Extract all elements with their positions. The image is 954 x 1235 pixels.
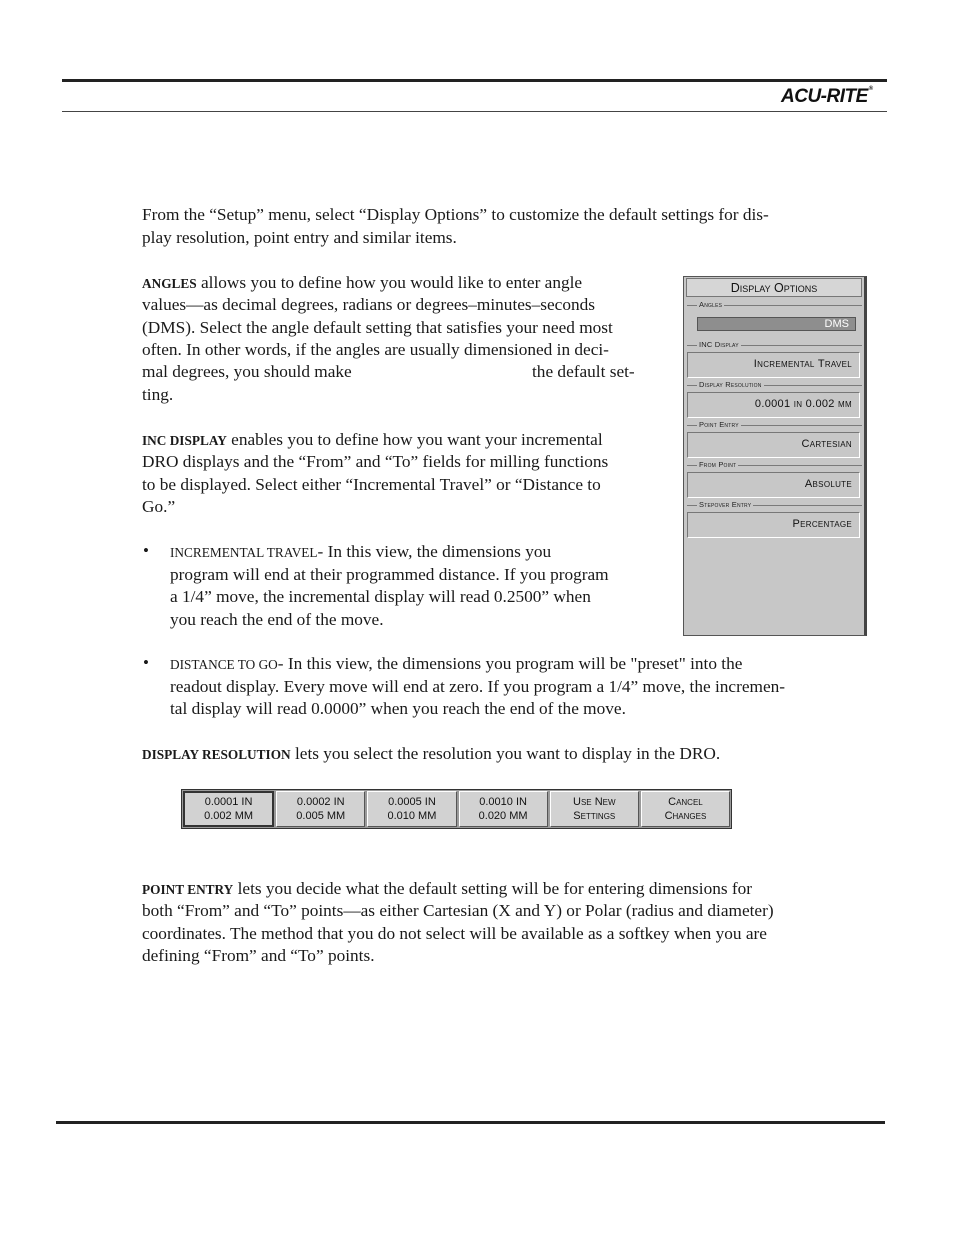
intro-line-1: From the “Setup” menu, select “Display Options” to customize the default settings for dis- bbox=[142, 205, 769, 224]
bullet-distance-line-1: DISTANCE TO GO- In this view, the dimensions you program will be "preset" into the bbox=[170, 654, 743, 673]
angles-line-1: ANGLES allows you to define how you would like to enter angle bbox=[142, 273, 583, 292]
bullet-dot: • bbox=[143, 653, 149, 672]
bullet-incremental-line-3: a 1/4” move, the incremental display will read 0.2500” when bbox=[170, 587, 591, 606]
softkey-res-0005[interactable] bbox=[367, 791, 456, 827]
softkey-line: 0.005 MM bbox=[296, 810, 346, 822]
angles-line-5b: the default set- bbox=[532, 362, 635, 381]
display-resolution-field[interactable] bbox=[687, 380, 862, 417]
angles-line-2: values—as decimal degrees, radians or degrees–minutes–seconds bbox=[142, 295, 595, 314]
bullet-distance-line-3: tal display will read 0.0000” when you reach the end of the move. bbox=[170, 699, 626, 718]
intro-line-2: play resolution, point entry and similar items. bbox=[142, 228, 457, 247]
softkey-line: Use New bbox=[573, 796, 616, 808]
header-underline bbox=[62, 111, 887, 112]
brand-logo: ACU-RITE® bbox=[781, 86, 873, 107]
softkey-line: 0.020 MM bbox=[478, 810, 528, 822]
inc-display-line-4: Go.” bbox=[142, 497, 176, 516]
header-rule bbox=[62, 79, 887, 82]
point-entry-line-3: coordinates. The method that you do not select will be available as a softkey when you are bbox=[142, 924, 767, 943]
softkey-line: 0.0002 IN bbox=[296, 796, 345, 808]
softkey-line: 0.010 MM bbox=[387, 810, 437, 822]
bullet-incremental-line-4: you reach the end of the move. bbox=[170, 610, 384, 629]
field-label: Display Resolution bbox=[699, 380, 762, 389]
from-point-field[interactable] bbox=[687, 460, 862, 497]
use-new-settings-button[interactable] bbox=[550, 791, 639, 827]
field-label: From Point bbox=[699, 460, 737, 469]
display-resolution-value: 0.0001 in 0.002 mm bbox=[754, 398, 852, 410]
field-label: INC Display bbox=[699, 340, 739, 349]
field-label: Angles bbox=[699, 300, 723, 309]
stepover-entry-value: Percentage bbox=[792, 518, 852, 530]
field-label: Stepover Entry bbox=[699, 500, 752, 509]
inc-display-line-2: DRO displays and the “From” and “To” fields for milling functions bbox=[142, 452, 609, 471]
display-options-panel bbox=[683, 276, 867, 636]
point-entry-line-1: POINT ENTRY lets you decide what the default setting will be for entering dimensions for bbox=[142, 879, 753, 898]
softkey-res-0002[interactable] bbox=[276, 791, 365, 827]
point-entry-line-4: defining “From” and “To” points. bbox=[142, 946, 375, 965]
softkey-res-0001[interactable] bbox=[183, 791, 274, 827]
point-entry-field[interactable] bbox=[687, 420, 862, 457]
angles-line-3: (DMS). Select the angle default setting that satisfies your need most bbox=[142, 318, 613, 337]
footer-rule bbox=[56, 1121, 885, 1124]
angles-line-5a: mal degrees, you should make bbox=[142, 362, 352, 381]
softkey-line: Changes bbox=[664, 810, 707, 822]
angles-value: DMS bbox=[697, 317, 856, 331]
softkey-line: 0.0010 IN bbox=[479, 796, 527, 808]
angles-line-6: ting. bbox=[142, 385, 174, 404]
softkey-bar bbox=[181, 789, 732, 829]
inc-display-field[interactable] bbox=[687, 340, 862, 377]
softkey-line: Settings bbox=[573, 810, 616, 822]
inc-display-line-3: to be displayed. Select either “Incremental Travel” or “Distance to bbox=[142, 475, 601, 494]
point-entry-value: Cartesian bbox=[801, 438, 852, 450]
softkey-line: 0.0005 IN bbox=[388, 796, 436, 808]
softkey-res-0010[interactable] bbox=[459, 791, 548, 827]
inc-display-line-1: INC DISPLAY enables you to define how you want your incremental bbox=[142, 430, 603, 449]
bullet-distance-line-2: readout display. Every move will end at zero. If you program a 1/4” move, the incremen- bbox=[170, 677, 786, 696]
panel-title: Display Options bbox=[686, 278, 862, 297]
softkey-line: Cancel bbox=[668, 796, 703, 808]
bullet-dot: • bbox=[143, 541, 149, 560]
softkey-line: 0.002 MM bbox=[204, 810, 254, 822]
point-entry-line-2: both “From” and “To” points—as either Cartesian (X and Y) or Polar (radius and diameter) bbox=[142, 901, 774, 920]
field-label: Point Entry bbox=[699, 420, 739, 429]
display-resolution-text: DISPLAY RESOLUTION lets you select the resolution you want to display in the DRO. bbox=[142, 744, 721, 763]
angles-field[interactable] bbox=[687, 300, 862, 337]
stepover-entry-field[interactable] bbox=[687, 500, 862, 537]
bullet-incremental-line-2: program will end at their programmed distance. If you program bbox=[170, 565, 609, 584]
softkey-line: 0.0001 IN bbox=[204, 796, 253, 808]
angles-line-4: often. In other words, if the angles are usually dimensioned in deci- bbox=[142, 340, 609, 359]
from-point-value: Absolute bbox=[804, 478, 852, 490]
inc-display-value: Incremental Travel bbox=[753, 358, 852, 370]
bullet-incremental-line-1: INCREMENTAL TRAVEL- In this view, the dimensions you bbox=[170, 542, 552, 561]
cancel-changes-button[interactable] bbox=[641, 791, 730, 827]
